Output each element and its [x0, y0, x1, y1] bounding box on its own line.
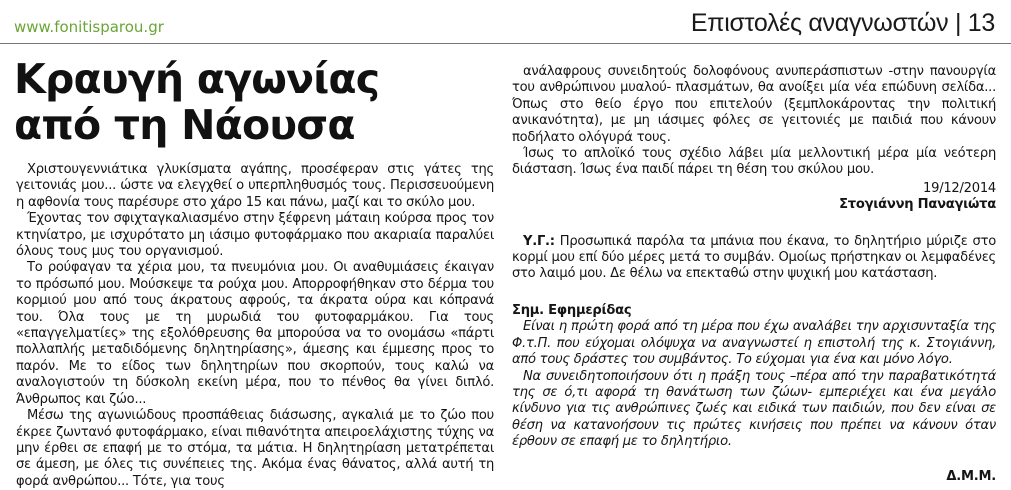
article-paragraph: Το ρούφαγαν τα χέρια μου, τα πνευμόνια μου. Οι αναθυμιάσεις έκαιγαν το πρόσωπό μου. Μούσκεψε τα ρούχα μου. Απορροφήθηκαν στο δέρμα του κορμιού μου από τους άκρατους αφρούς, τα άκρατα ούρα και κόπρανά του. Όλα τους με τη μυρωδιά του φυτοφαρμάκου. Για τους «επαγγελματίες» της εξολόθρευσης θα μπορούσα να το ονομάσω «πάρτι πολλαπλής μεταδιδόμενης δηλητηρίασης», άμεσης και έμμεσης προς το παρόν. Με το είδος των δηλητηρίων που σκορπούν, τους καλώ να αναλογιστούν τη δύσκολη εκείνη μέρα, που το πένθος θα γίνει διπλό. Άνθρωπος και ζώο...: [16, 260, 494, 407]
article-paragraph: Ίσως το απλοϊκό τους σχέδιο λάβει μία μελλοντική μέρα μία νεότερη διάσταση. Ίσως ένα παιδί πάρει τη θέση του σκύλου μου.: [512, 146, 996, 178]
letter-date: 19/12/2014: [923, 180, 996, 196]
article-paragraph: Έχοντας τον σφιχταγκαλιασμένο στην ξέφρενη μάταιη κούρσα προς τον κτηνίατρο, με ισχυρότατο μη ιάσιμο φυτοφάρμακο που ακαριαία παραλύει όλους τους μυς του οργανισμού.: [16, 211, 494, 260]
site-url[interactable]: www.fonitisparou.gr: [14, 18, 164, 36]
editor-note-paragraph: Είναι η πρώτη φορά από τη μέρα που έχω αναλάβει την αρχισυνταξία της Φ.τ.Π. που εύχομαι ολόψυχα να αναγνωστεί η επιστολή της κ. Στογιάννη, από τους δράστες του συμβάντος. Το εύχομαι για ένα και μόνο λόγο.: [512, 319, 996, 368]
postscript-text: Προσωπικά παρόλα τα μπάνια που έκανα, το δηλητήριο μύριζε στο κορμί μου επί δύο μέρες μετά το συμβάν. Ομοίως πρήστηκαν οι λεμφαδένες στο λαιμό μου. Δε θέλω να επεκταθώ στην ψυχική μου κατάσταση.: [512, 233, 996, 282]
article-paragraph: ανάλαφρους συνειδητούς δολοφόνους ανυπεράσπιστων -στην πανουργία του ανθρώπινου μυαλού- πλασμάτων, θα ανοίξει μία νέα επώδυνη σελίδα... Όπως στο θείο έργο που επιτελούν (ξεμπλοκάροντας την πολιτική ανικανότητα), με μη ιάσιμες φόλες σε γειτονιές με παιδιά που κάνουν ποδήλατο ολόγυρά τους.: [512, 64, 996, 145]
article-column-right: [512, 64, 996, 485]
page-header: [0, 0, 1011, 42]
letter-author: Στογιάννη Παναγιώτα: [839, 197, 996, 213]
title-line-1: Κραυγή αγωνίας: [14, 55, 380, 103]
postscript: [512, 234, 996, 283]
article-column-left: [16, 162, 494, 490]
title-line-2: από τη Νάουσα: [14, 101, 355, 149]
editor-note-paragraph: Να συνειδητοποιήσουν ότι η πράξη τους –πέρα από την παραβατικότητά της σε ό,τι αφορά τη θανάτωση των ζώων- εμπεριέχει και ένα μεγάλο κίνδυνο για τις ανθρώπινες ζωές και ειδικά των παιδιών, που δεν είναι σε θέση να κατανοήσουν τις πρώτες κινήσεις που πρέπει να κάνουν όταν έρθουν σε επαφή με το δηλητήριο.: [512, 368, 996, 450]
editor-note-title: Σημ. Εφημερίδας: [512, 302, 632, 318]
editor-signature: Δ.Μ.Μ.: [946, 468, 996, 484]
header-divider: [0, 43, 1011, 44]
editor-note: [512, 319, 996, 450]
postscript-label: Υ.Γ.:: [523, 233, 555, 249]
article-paragraph: Χριστουγεννιάτικα γλυκίσματα αγάπης, προσέφεραν στις γάτες της γειτονιάς μου... ώστε να ελεγχθεί ο υπερπληθυσμός τους. Περισσευούμενη η αφθονία τους παρέσυρε στο χάρο 15 και πάνω, μαζί και το σκύλο μου.: [16, 162, 494, 210]
article-paragraph: Μέσω της αγωνιώδους προσπάθειας διάσωσης, αγκαλιά με το ζώο που έκρεε ζωντανό φυτοφάρμακο, είναι πιθανότητα απειροελάχιστης τύχης να μην έρθει σε επαφή με το στόμα, τα μάτια. Η δηλητηρίαση μετατρέπεται σε άμεση, με όλες τις συνέπειες της. Ακόμα ένας θάνατος, αλλά αυτή τη φορά ανθρώπου... Τότε, για τους: [16, 408, 494, 489]
article-title: [14, 56, 494, 148]
section-title-page-number: Επιστολές αναγνωστών | 13: [690, 9, 995, 37]
